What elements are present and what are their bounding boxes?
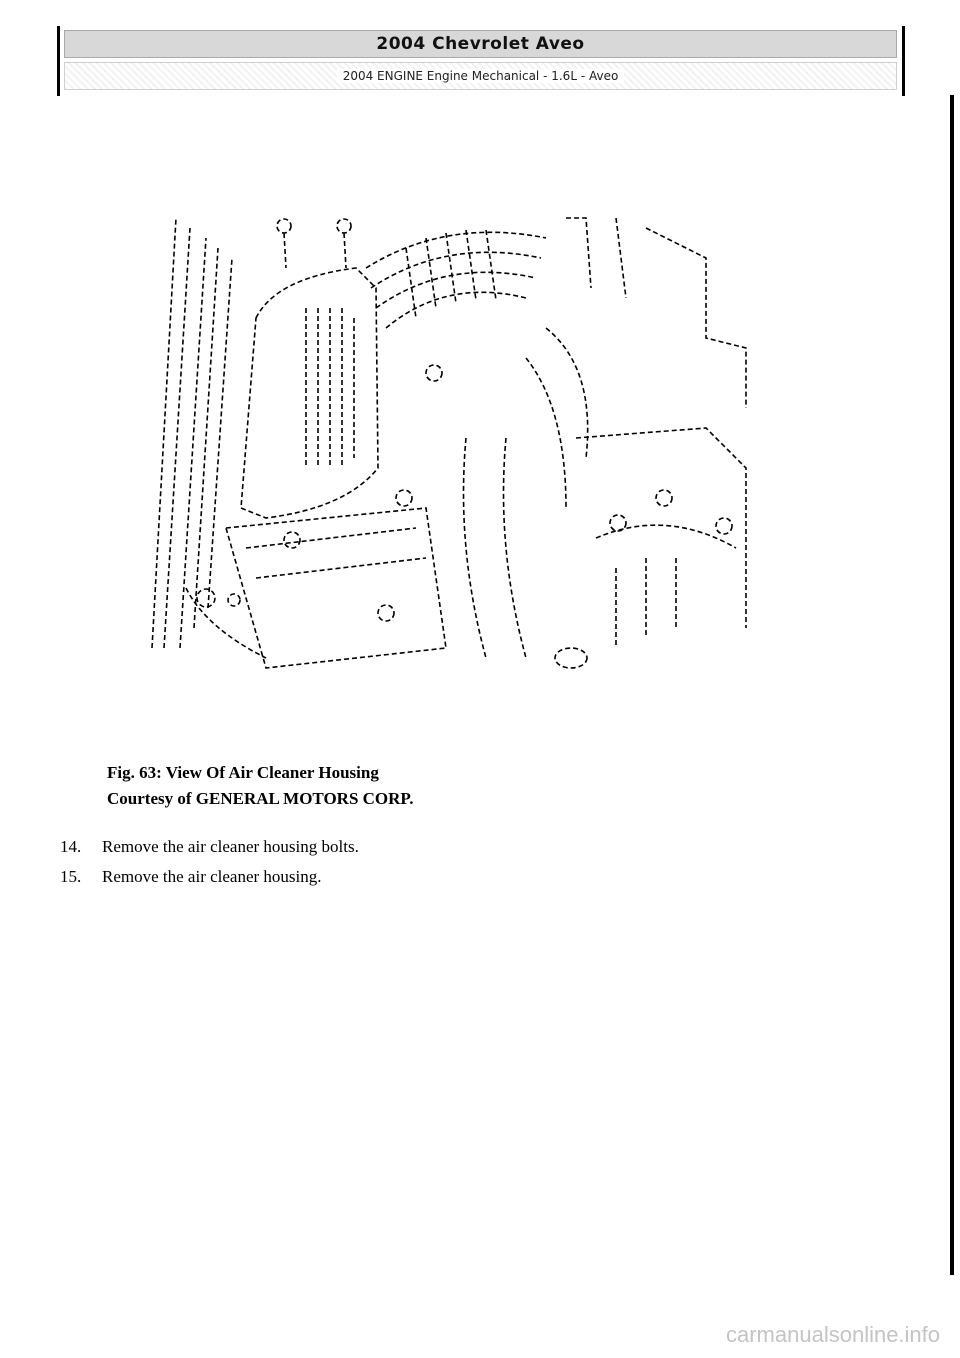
site-watermark: carmanualsonline.info bbox=[726, 1322, 941, 1347]
air-cleaner-housing-illustration bbox=[146, 208, 758, 678]
figure-caption bbox=[107, 760, 414, 812]
header-frame-left bbox=[57, 26, 60, 96]
step-number: 14. bbox=[60, 837, 82, 856]
document-title: 2004 Chevrolet Aveo bbox=[376, 34, 585, 54]
procedure-step bbox=[60, 862, 359, 892]
page-edge-rule bbox=[950, 95, 954, 1275]
step-number: 15. bbox=[60, 867, 82, 886]
figure-caption-credit: Courtesy of GENERAL MOTORS CORP. bbox=[107, 789, 414, 808]
step-text: Remove the air cleaner housing. bbox=[102, 867, 322, 886]
procedure-steps bbox=[60, 832, 359, 892]
step-text: Remove the air cleaner housing bolts. bbox=[102, 837, 359, 856]
document-subtitle: 2004 ENGINE Engine Mechanical - 1.6L - Aveo bbox=[337, 69, 625, 83]
procedure-step bbox=[60, 832, 359, 862]
document-header bbox=[64, 30, 897, 58]
document-subheader bbox=[64, 62, 897, 90]
figure-caption-title: Fig. 63: View Of Air Cleaner Housing bbox=[107, 763, 379, 782]
header-frame-right bbox=[902, 26, 905, 96]
